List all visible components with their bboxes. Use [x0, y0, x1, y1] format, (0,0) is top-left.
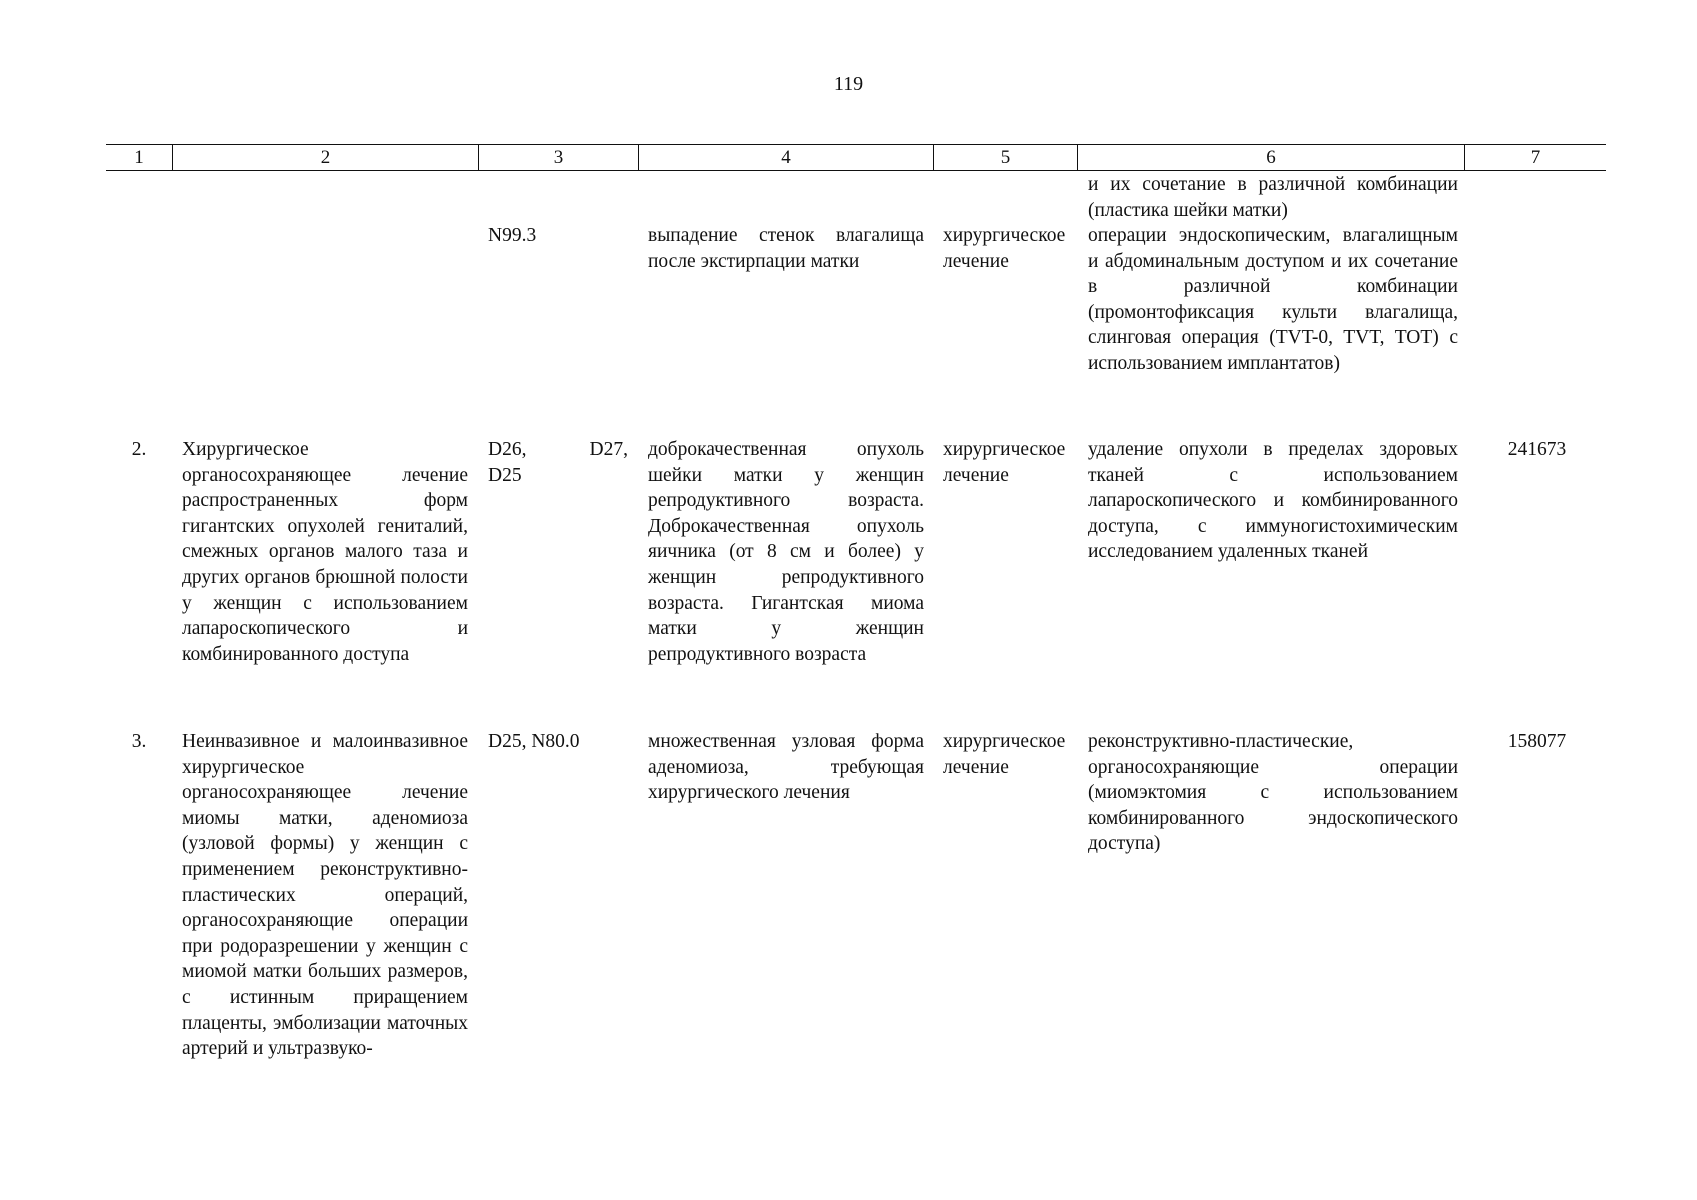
header-col-3: 3	[478, 145, 638, 170]
header-col-4: 4	[638, 145, 933, 170]
continuation-code: N99.3	[488, 225, 537, 246]
row-method: удаление опухоли в пределах здоровых тканей с использованием лапароскопического и комбинированного доступа, с иммуногистохимическим исследованием удаленных тканей	[1088, 439, 1458, 563]
row-codes: D25, N80.0	[488, 731, 580, 752]
table-header	[106, 144, 1606, 171]
header-col-6: 6	[1077, 145, 1464, 170]
continuation-diagnosis: выпадение стенок влагалища после экстирпации матки	[648, 225, 924, 272]
row-code-c: D25	[488, 464, 522, 486]
header-col-5: 5	[933, 145, 1077, 170]
header-col-1: 1	[134, 147, 144, 168]
continuation-method-top: и их сочетание в различной комбинации (пластика шейки матки)	[1088, 174, 1458, 221]
row-number: 3.	[131, 731, 147, 752]
row-method: реконструктивно-пластические, органосохраняющие операции (миомэктомия с использованием комбинированного эндоскопического доступа)	[1088, 731, 1458, 855]
row-diagnosis: множественная узловая форма аденомиоза, требующая хирургического лечения	[648, 731, 924, 804]
row-treatment: хирургическое лечение	[943, 439, 1066, 486]
row-cost: 158077	[1507, 731, 1567, 752]
row-treatment: хирургическое лечение	[943, 731, 1066, 778]
row-code-b: D27,	[589, 439, 628, 460]
row-code-a: D26,	[488, 439, 527, 460]
row-diagnosis: доброкачественная опухоль шейки матки у женщин репродуктивного возраста. Доброкачественная опухоль яичника (от 8 см и более) у женщин репродуктивного возраста. Гигантская миома матки у женщин репродуктивного возраста	[648, 439, 924, 665]
row-name: Неинвазивное и малоинвазивное хирургическое органосохраняющее лечение миомы матки, аденомиоза (узловой формы) у женщин с применением реконструктивно-пластических операций, органосохраняющие операции при родоразрешении у женщин с миомой матки больших размеров, с истинным приращением плаценты, эмболизации маточных артерий и ультразвуко-	[182, 731, 468, 1060]
header-col-2: 2	[172, 145, 478, 170]
continuation-treatment: хирургическое лечение	[943, 225, 1066, 272]
row-name: Хирургическое органосохраняющее лечение распространенных форм гигантских опухолей гениталий, смежных органов малого таза и других органов брюшной полости у женщин с использованием лапароскопического и комбинированного доступа	[182, 439, 468, 665]
row-number: 2.	[131, 439, 147, 460]
page-number: 119	[833, 73, 864, 95]
row-cost: 241673	[1507, 439, 1567, 460]
continuation-method: операции эндоскопическим, влагалищным и абдоминальным доступом и их сочетание в различной комбинации (промонтофиксация культи влагалища, слинговая операция (TVT-0, TVT, TOT) с использованием имплантатов)	[1088, 225, 1458, 374]
row-codes	[488, 437, 628, 488]
header-col-7: 7	[1464, 145, 1606, 170]
